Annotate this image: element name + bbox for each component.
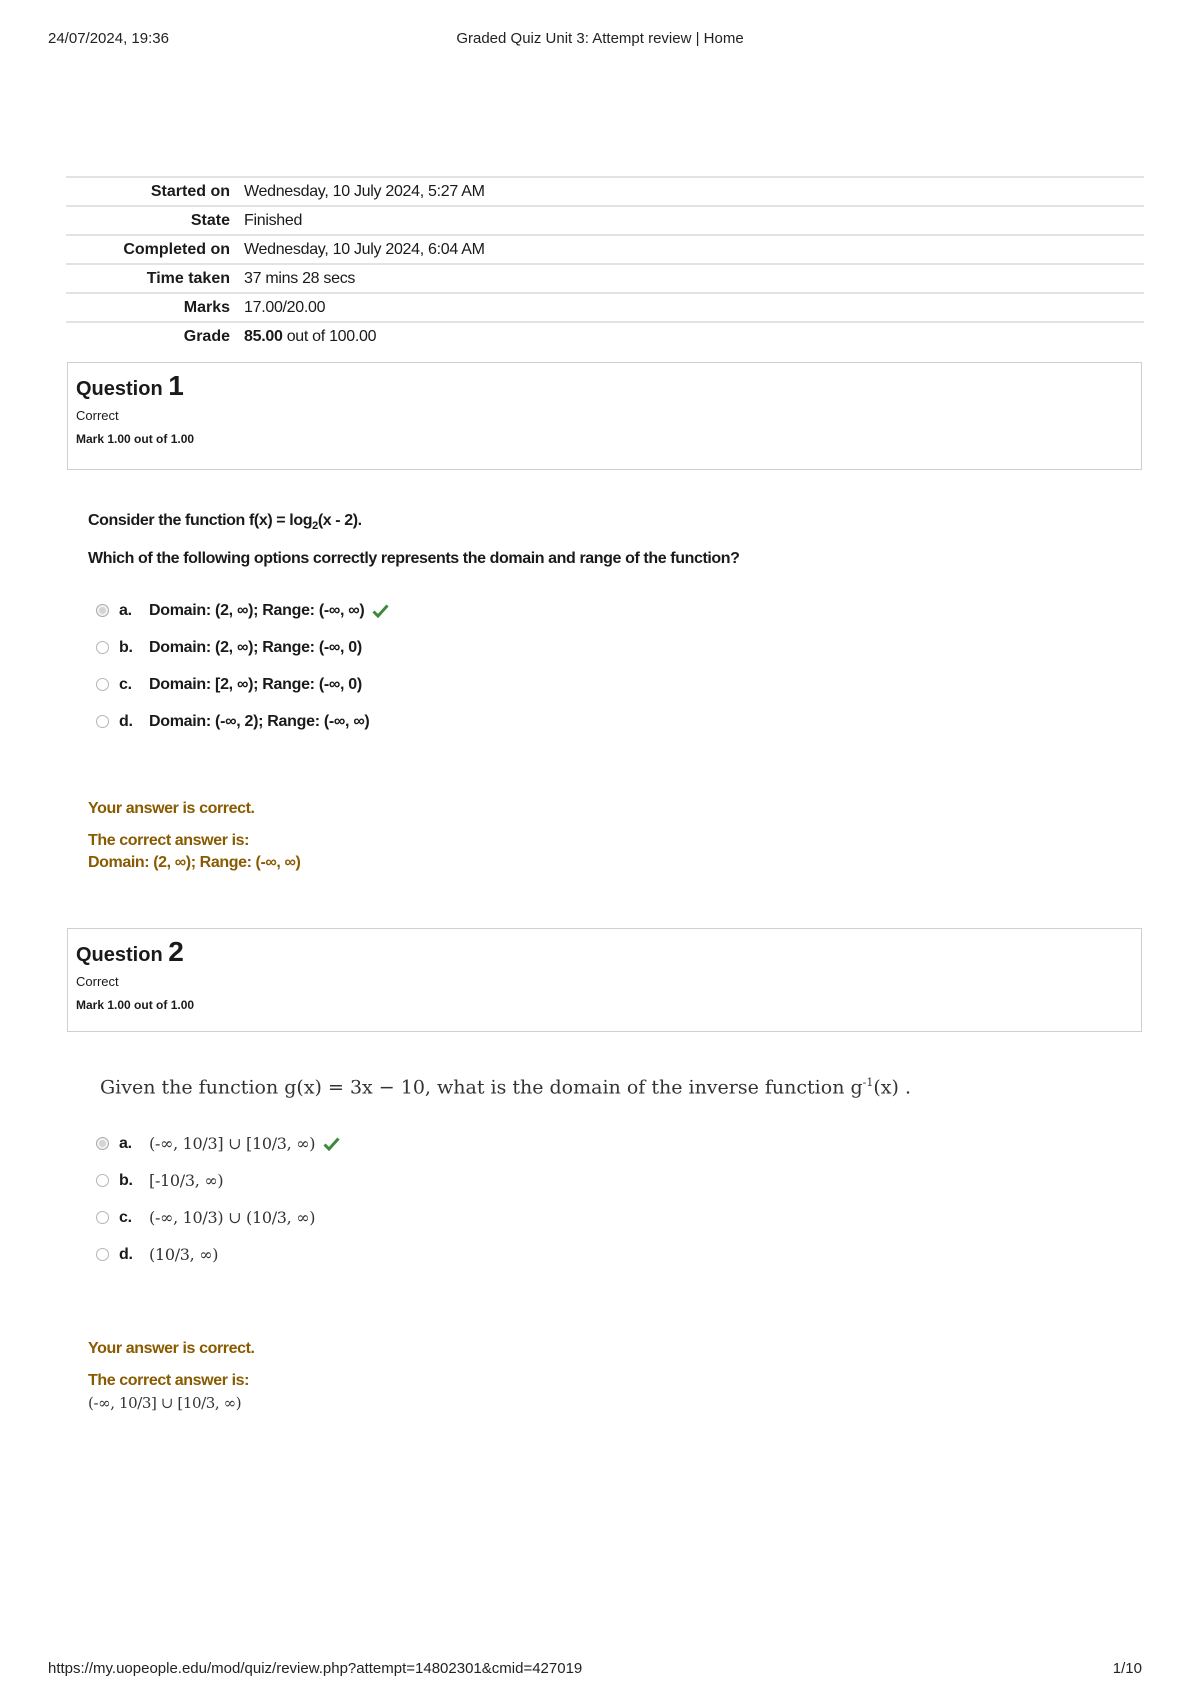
summary-value <box>244 322 1144 350</box>
answer-option-a[interactable] <box>96 592 389 629</box>
correct-answer-label: The correct answer is: <box>88 832 250 849</box>
attempt-summary-table <box>66 176 1144 350</box>
answer-letter: c. <box>119 675 132 693</box>
answer-text: [-10/3, ∞) <box>149 1171 224 1190</box>
question-2-feedback <box>88 1340 255 1412</box>
radio-button[interactable] <box>96 1137 109 1150</box>
radio-button[interactable] <box>96 641 109 654</box>
answer-letter: b. <box>119 638 133 656</box>
question-prompt: Which of the following options correctly represents the domain and range of the function? <box>88 550 740 568</box>
answer-text: Domain: (-∞, 2); Range: (-∞, ∞) <box>149 712 370 730</box>
print-title: Graded Quiz Unit 3: Attempt review | Home <box>456 30 744 47</box>
answer-option-b[interactable] <box>96 629 389 666</box>
answer-text: (-∞, 10/3] ∪ [10/3, ∞) <box>149 1134 316 1153</box>
question-state: Correct <box>76 408 119 423</box>
question-1-text <box>88 512 740 586</box>
page-number: 1/10 <box>1112 1660 1142 1677</box>
question-2-answers <box>96 1125 340 1273</box>
summary-value: Finished <box>244 212 303 229</box>
question-2-info <box>67 928 1142 1032</box>
question-grade: Mark 1.00 out of 1.00 <box>76 432 195 446</box>
answer-option-d[interactable] <box>96 703 389 740</box>
summary-label: Started on <box>150 183 230 200</box>
answer-option-a[interactable] <box>96 1125 340 1162</box>
answer-text: Domain: (2, ∞); Range: (-∞, 0) <box>149 638 362 656</box>
print-header <box>48 30 1152 50</box>
answer-letter: c. <box>119 1208 132 1226</box>
summary-label: Grade <box>183 328 230 345</box>
grade-out-of: out of 100.00 <box>282 328 377 345</box>
radio-button[interactable] <box>96 1211 109 1224</box>
question-grade: Mark 1.00 out of 1.00 <box>76 998 195 1012</box>
question-heading: Question 1 <box>76 370 184 401</box>
answer-option-b[interactable] <box>96 1162 340 1199</box>
question-heading: Question 2 <box>76 936 184 967</box>
print-datetime: 24/07/2024, 19:36 <box>48 30 169 47</box>
summary-value: Wednesday, 10 July 2024, 6:04 AM <box>244 241 485 258</box>
summary-value: Wednesday, 10 July 2024, 5:27 AM <box>244 183 485 200</box>
summary-row <box>66 322 1144 350</box>
question-statement: Consider the function $f(x) = \log_2(x - 2)$. <box>88 512 362 533</box>
summary-row <box>66 206 1144 235</box>
answer-letter: b. <box>119 1171 133 1189</box>
summary-value: 17.00/20.00 <box>244 299 326 316</box>
answer-text: Domain: [2, ∞); Range: (-∞, 0) <box>149 675 362 693</box>
answer-option-d[interactable] <box>96 1236 340 1273</box>
summary-label: Time taken <box>146 270 230 287</box>
check-icon <box>372 604 389 618</box>
correct-answer-label: The correct answer is: <box>88 1372 250 1389</box>
page-url: https://my.uopeople.edu/mod/quiz/review.php?attempt=14802301&cmid=427019 <box>48 1660 583 1677</box>
question-1-feedback <box>88 800 300 872</box>
feedback-message: Your answer is correct. <box>88 800 255 817</box>
summary-label: State <box>190 212 230 229</box>
answer-letter: d. <box>119 712 133 730</box>
answer-letter: a. <box>119 601 132 619</box>
grade-value: 85.00 <box>244 328 283 345</box>
summary-row <box>66 177 1144 206</box>
summary-value: 37 mins 28 secs <box>244 270 356 287</box>
summary-row <box>66 264 1144 293</box>
radio-button[interactable] <box>96 678 109 691</box>
summary-label: Completed on <box>123 241 230 258</box>
answer-option-c[interactable] <box>96 1199 340 1236</box>
answer-text: (-∞, 10/3) ∪ (10/3, ∞) <box>149 1208 316 1227</box>
question-2-text: Given the function g(x) = 3x − 10, what is the domain of the inverse function $g^{-1}(x)$ . <box>100 1076 911 1099</box>
check-icon <box>323 1137 340 1151</box>
question-1-info <box>67 362 1142 470</box>
answer-option-c[interactable] <box>96 666 389 703</box>
summary-row <box>66 293 1144 322</box>
answer-text: (10/3, ∞) <box>149 1245 219 1264</box>
answer-letter: a. <box>119 1134 132 1152</box>
radio-button[interactable] <box>96 1174 109 1187</box>
answer-text: Domain: (2, ∞); Range: (-∞, ∞) <box>149 601 365 619</box>
radio-button[interactable] <box>96 715 109 728</box>
feedback-message: Your answer is correct. <box>88 1340 255 1357</box>
summary-row <box>66 235 1144 264</box>
correct-answer-value: (-∞, 10/3] ∪ [10/3, ∞) <box>88 1394 242 1412</box>
correct-answer-value: Domain: (2, ∞); Range: (-∞, ∞) <box>88 854 301 871</box>
question-1-answers <box>96 592 389 740</box>
radio-button[interactable] <box>96 1248 109 1261</box>
question-state: Correct <box>76 974 119 989</box>
answer-letter: d. <box>119 1245 133 1263</box>
question-number: 1 <box>168 370 184 401</box>
radio-button[interactable] <box>96 604 109 617</box>
summary-label: Marks <box>183 299 230 316</box>
question-number: 2 <box>168 936 184 967</box>
